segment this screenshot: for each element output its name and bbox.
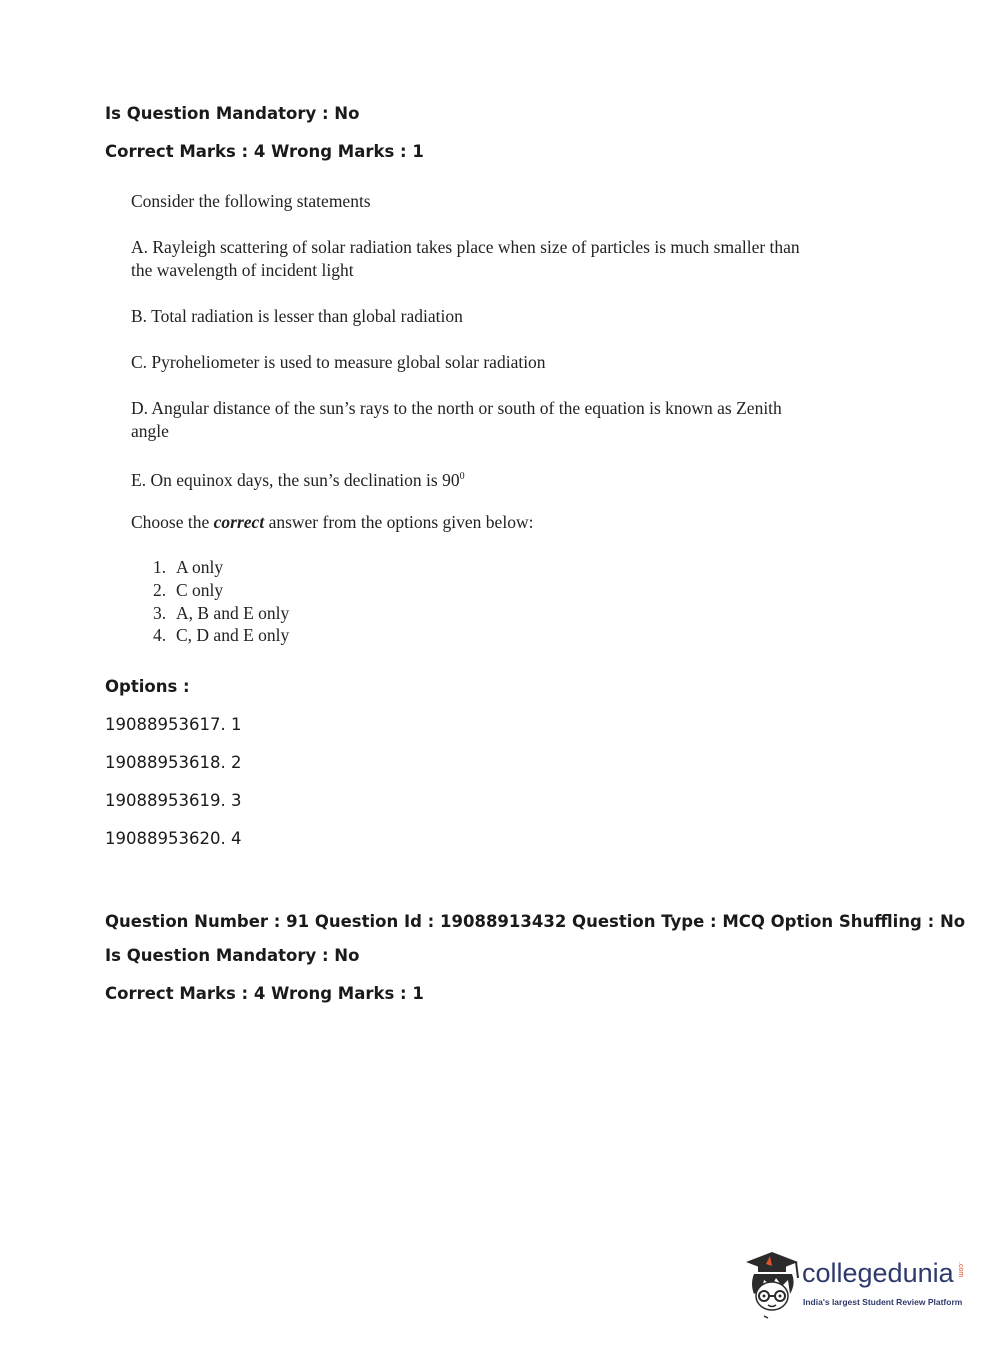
logo-com: .com xyxy=(957,1262,964,1278)
choice-number: 1. xyxy=(153,557,167,577)
logo-wordmark: collegedunia xyxy=(802,1258,954,1288)
statement-c: C. Pyroheliometer is used to measure global solar radiation xyxy=(131,352,546,372)
option-4: 19088953620. 4 xyxy=(105,829,242,848)
mascot-icon xyxy=(742,1250,802,1320)
q91-marks: Correct Marks : 4 Wrong Marks : 1 xyxy=(105,984,424,1003)
q90-mandatory: Is Question Mandatory : No xyxy=(105,104,360,123)
choice-text: C only xyxy=(176,580,224,600)
q90-marks: Correct Marks : 4 Wrong Marks : 1 xyxy=(105,142,424,161)
choose-instruction xyxy=(131,511,533,534)
statement-a-line1: A. Rayleigh scattering of solar radiation takes place when size of particles is much smaller than xyxy=(131,237,800,257)
choice-text: A only xyxy=(176,557,224,577)
statement-d-line1: D. Angular distance of the sun’s rays to the north or south of the equation is known as Zenith xyxy=(131,398,782,418)
logo-tagline: India's largest Student Review Platform xyxy=(803,1297,963,1307)
choice-4 xyxy=(153,625,289,646)
collegedunia-logo[interactable] xyxy=(742,1250,972,1320)
option-3: 19088953619. 3 xyxy=(105,791,242,810)
choice-text: A, B and E only xyxy=(176,603,290,623)
statement-d xyxy=(131,397,782,443)
statement-a-line2: the wavelength of incident light xyxy=(131,260,354,280)
options-label: Options : xyxy=(105,677,190,696)
choice-number: 3. xyxy=(153,603,167,623)
statement-b: B. Total radiation is lesser than global radiation xyxy=(131,306,463,326)
statement-e-superscript: 0 xyxy=(459,471,465,482)
choice-2 xyxy=(153,580,223,601)
choice-3 xyxy=(153,603,289,624)
question-intro: Consider the following statements xyxy=(131,191,371,211)
option-2: 19088953618. 2 xyxy=(105,753,242,772)
choose-suffix: answer from the options given below: xyxy=(264,512,534,532)
q91-mandatory: Is Question Mandatory : No xyxy=(105,946,360,965)
choice-number: 4. xyxy=(153,625,167,645)
option-1: 19088953617. 1 xyxy=(105,715,242,734)
q91-header: Question Number : 91 Question Id : 19088913432 Question Type : MCQ Option Shuffling : No xyxy=(105,912,966,931)
choice-text: C, D and E only xyxy=(176,625,290,645)
statement-e xyxy=(131,465,465,492)
statement-a xyxy=(131,236,800,282)
choose-emphasis: correct xyxy=(213,512,265,532)
statement-d-line2: angle xyxy=(131,421,169,441)
choice-1 xyxy=(153,557,223,578)
choice-number: 2. xyxy=(153,580,167,600)
statement-e-text: E. On equinox days, the sun’s declination is 90 xyxy=(131,469,460,490)
choose-prefix: Choose the xyxy=(131,512,214,532)
